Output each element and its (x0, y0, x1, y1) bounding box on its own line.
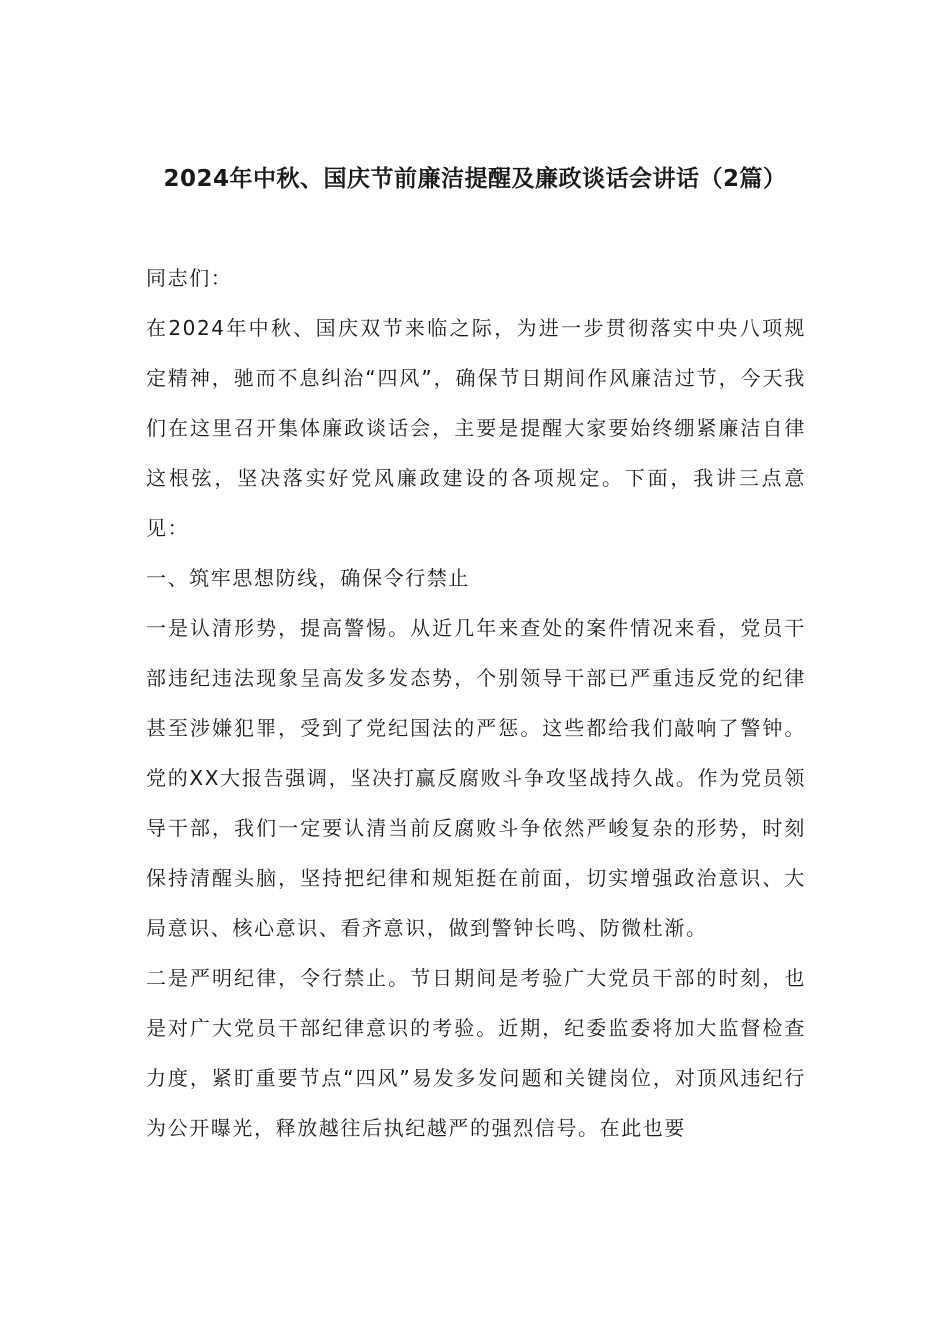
document-body (146, 253, 806, 1153)
paragraph-intro: 在2024年中秋、国庆双节来临之际，为进一步贯彻落实中央八项规定精神，驰而不息纠治“四风”，确保节日期间作风廉洁过节，今天我们在这里召开集体廉政谈话会，主要是提醒大家要始终绷紧廉洁自律这根弦，坚决落实好党风廉政建设的各项规定。下面，我讲三点意见： (146, 316, 806, 540)
section-heading-1: 一、筑牢思想防线，确保令行禁止 (146, 566, 470, 590)
salutation: 同志们： (146, 266, 233, 290)
paragraph-point-1: 一是认清形势，提高警惕。从近几年来查处的案件情况来看，党员干部违纪违法现象呈高发多发态势，个别领导干部已严重违反党的纪律甚至涉嫌犯罪，受到了党纪国法的严惩。这些都给我们敲响了警钟。党的XX大报告强调，坚决打赢反腐败斗争攻坚战持久战。作为党员领导干部，我们一定要认清当前反腐败斗争依然严峻复杂的形势，时刻保持清醒头脑，坚持把纪律和规矩挺在前面，切实增强政治意识、大局意识、核心意识、看齐意识，做到警钟长鸣、防微杜渐。 (146, 616, 806, 940)
paragraph-point-2: 二是严明纪律，令行禁止。节日期间是考验广大党员干部的时刻，也是对广大党员干部纪律意识的考验。近期，纪委监委将加大监督检查力度，紧盯重要节点“四风”易发多发问题和关键岗位，对顶风违纪行为公开曝光，释放越往后执纪越严的强烈信号。在此也要 (146, 966, 806, 1140)
document-title: 2024年中秋、国庆节前廉洁提醒及廉政谈话会讲话（2篇） (163, 166, 787, 192)
